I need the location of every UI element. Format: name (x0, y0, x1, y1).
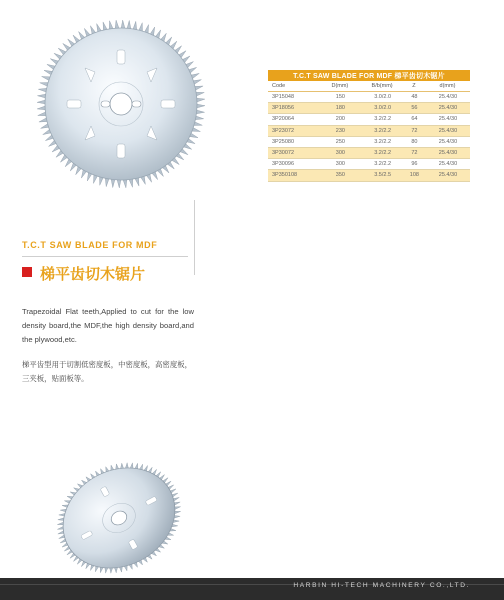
cell-bb: 3.0/2.0 (361, 103, 402, 114)
cell-code: 3P350108 (268, 170, 318, 181)
header-z: Z (403, 81, 425, 92)
cell-code: 3P15048 (268, 92, 318, 103)
header-d: D(mm) (318, 81, 361, 92)
cell-z: 72 (403, 125, 425, 136)
product-title-en: T.C.T SAW BLADE FOR MDF (22, 240, 158, 250)
header-bore: d(mm) (425, 81, 470, 92)
cell-d: 230 (318, 125, 361, 136)
cell-code: 3P30096 (268, 159, 318, 170)
table-row (268, 159, 470, 170)
cell-code: 3P30072 (268, 147, 318, 158)
table-row (268, 92, 470, 103)
description-cn: 梯平齿型用于切割低密度板，中密度板，高密度板，三夹板，贴面板等。 (22, 360, 192, 384)
product-title-cn: 梯平齿切木锯片 (40, 265, 146, 283)
cell-bore: 25.4/30 (425, 147, 470, 158)
cell-z: 108 (403, 170, 425, 181)
cell-z: 56 (403, 103, 425, 114)
cell-bore: 25.4/30 (425, 159, 470, 170)
cell-z: 64 (403, 114, 425, 125)
cell-bb: 3.5/2.5 (361, 170, 402, 181)
cell-code: 3P23072 (268, 125, 318, 136)
saw-blade-image-tilted (52, 452, 186, 580)
spec-table-title: T.C.T SAW BLADE FOR MDF 梯平齿切木锯片 (268, 70, 470, 81)
table-row (268, 147, 470, 158)
table-row (268, 170, 470, 181)
cell-bb: 3.2/2.2 (361, 125, 402, 136)
cell-z: 72 (403, 147, 425, 158)
cell-d: 300 (318, 159, 361, 170)
cell-bore: 25.4/30 (425, 125, 470, 136)
cell-d: 200 (318, 114, 361, 125)
header-bb: B/b(mm) (361, 81, 402, 92)
cell-bore: 25.4/30 (425, 103, 470, 114)
cell-z: 80 (403, 136, 425, 147)
description-en: Trapezoidal Flat teeth,Applied to cut for the low density board,the MDF,the high density board,and the plywood,etc. (22, 307, 194, 345)
cell-d: 150 (318, 92, 361, 103)
divider-horizontal (22, 256, 188, 257)
cell-code: 3P18056 (268, 103, 318, 114)
table-row (268, 136, 470, 147)
cell-bb: 3.2/2.2 (361, 147, 402, 158)
cell-bore: 25.4/30 (425, 170, 470, 181)
cell-z: 96 (403, 159, 425, 170)
cell-bb: 3.2/2.2 (361, 159, 402, 170)
divider-vertical (194, 200, 195, 275)
table-row (268, 125, 470, 136)
header-code: Code (268, 81, 318, 92)
cell-bb: 3.2/2.2 (361, 114, 402, 125)
spec-table (268, 70, 470, 182)
cell-bb: 3.0/2.0 (361, 92, 402, 103)
table-row (268, 114, 470, 125)
red-square-marker-icon (22, 267, 32, 277)
cell-bore: 25.4/30 (425, 92, 470, 103)
spec-table-header (268, 81, 470, 92)
cell-bb: 3.2/2.2 (361, 136, 402, 147)
cell-d: 350 (318, 170, 361, 181)
table-row (268, 103, 470, 114)
cell-d: 180 (318, 103, 361, 114)
cell-code: 3P20064 (268, 114, 318, 125)
cell-bore: 25.4/30 (425, 114, 470, 125)
saw-blade-image-top (33, 16, 209, 192)
cell-d: 250 (318, 136, 361, 147)
cell-d: 300 (318, 147, 361, 158)
cell-bore: 25.4/30 (425, 136, 470, 147)
cell-z: 48 (403, 92, 425, 103)
footer-company: HARBIN HI-TECH MACHINERY CO.,LTD. (293, 582, 470, 589)
cell-code: 3P25080 (268, 136, 318, 147)
